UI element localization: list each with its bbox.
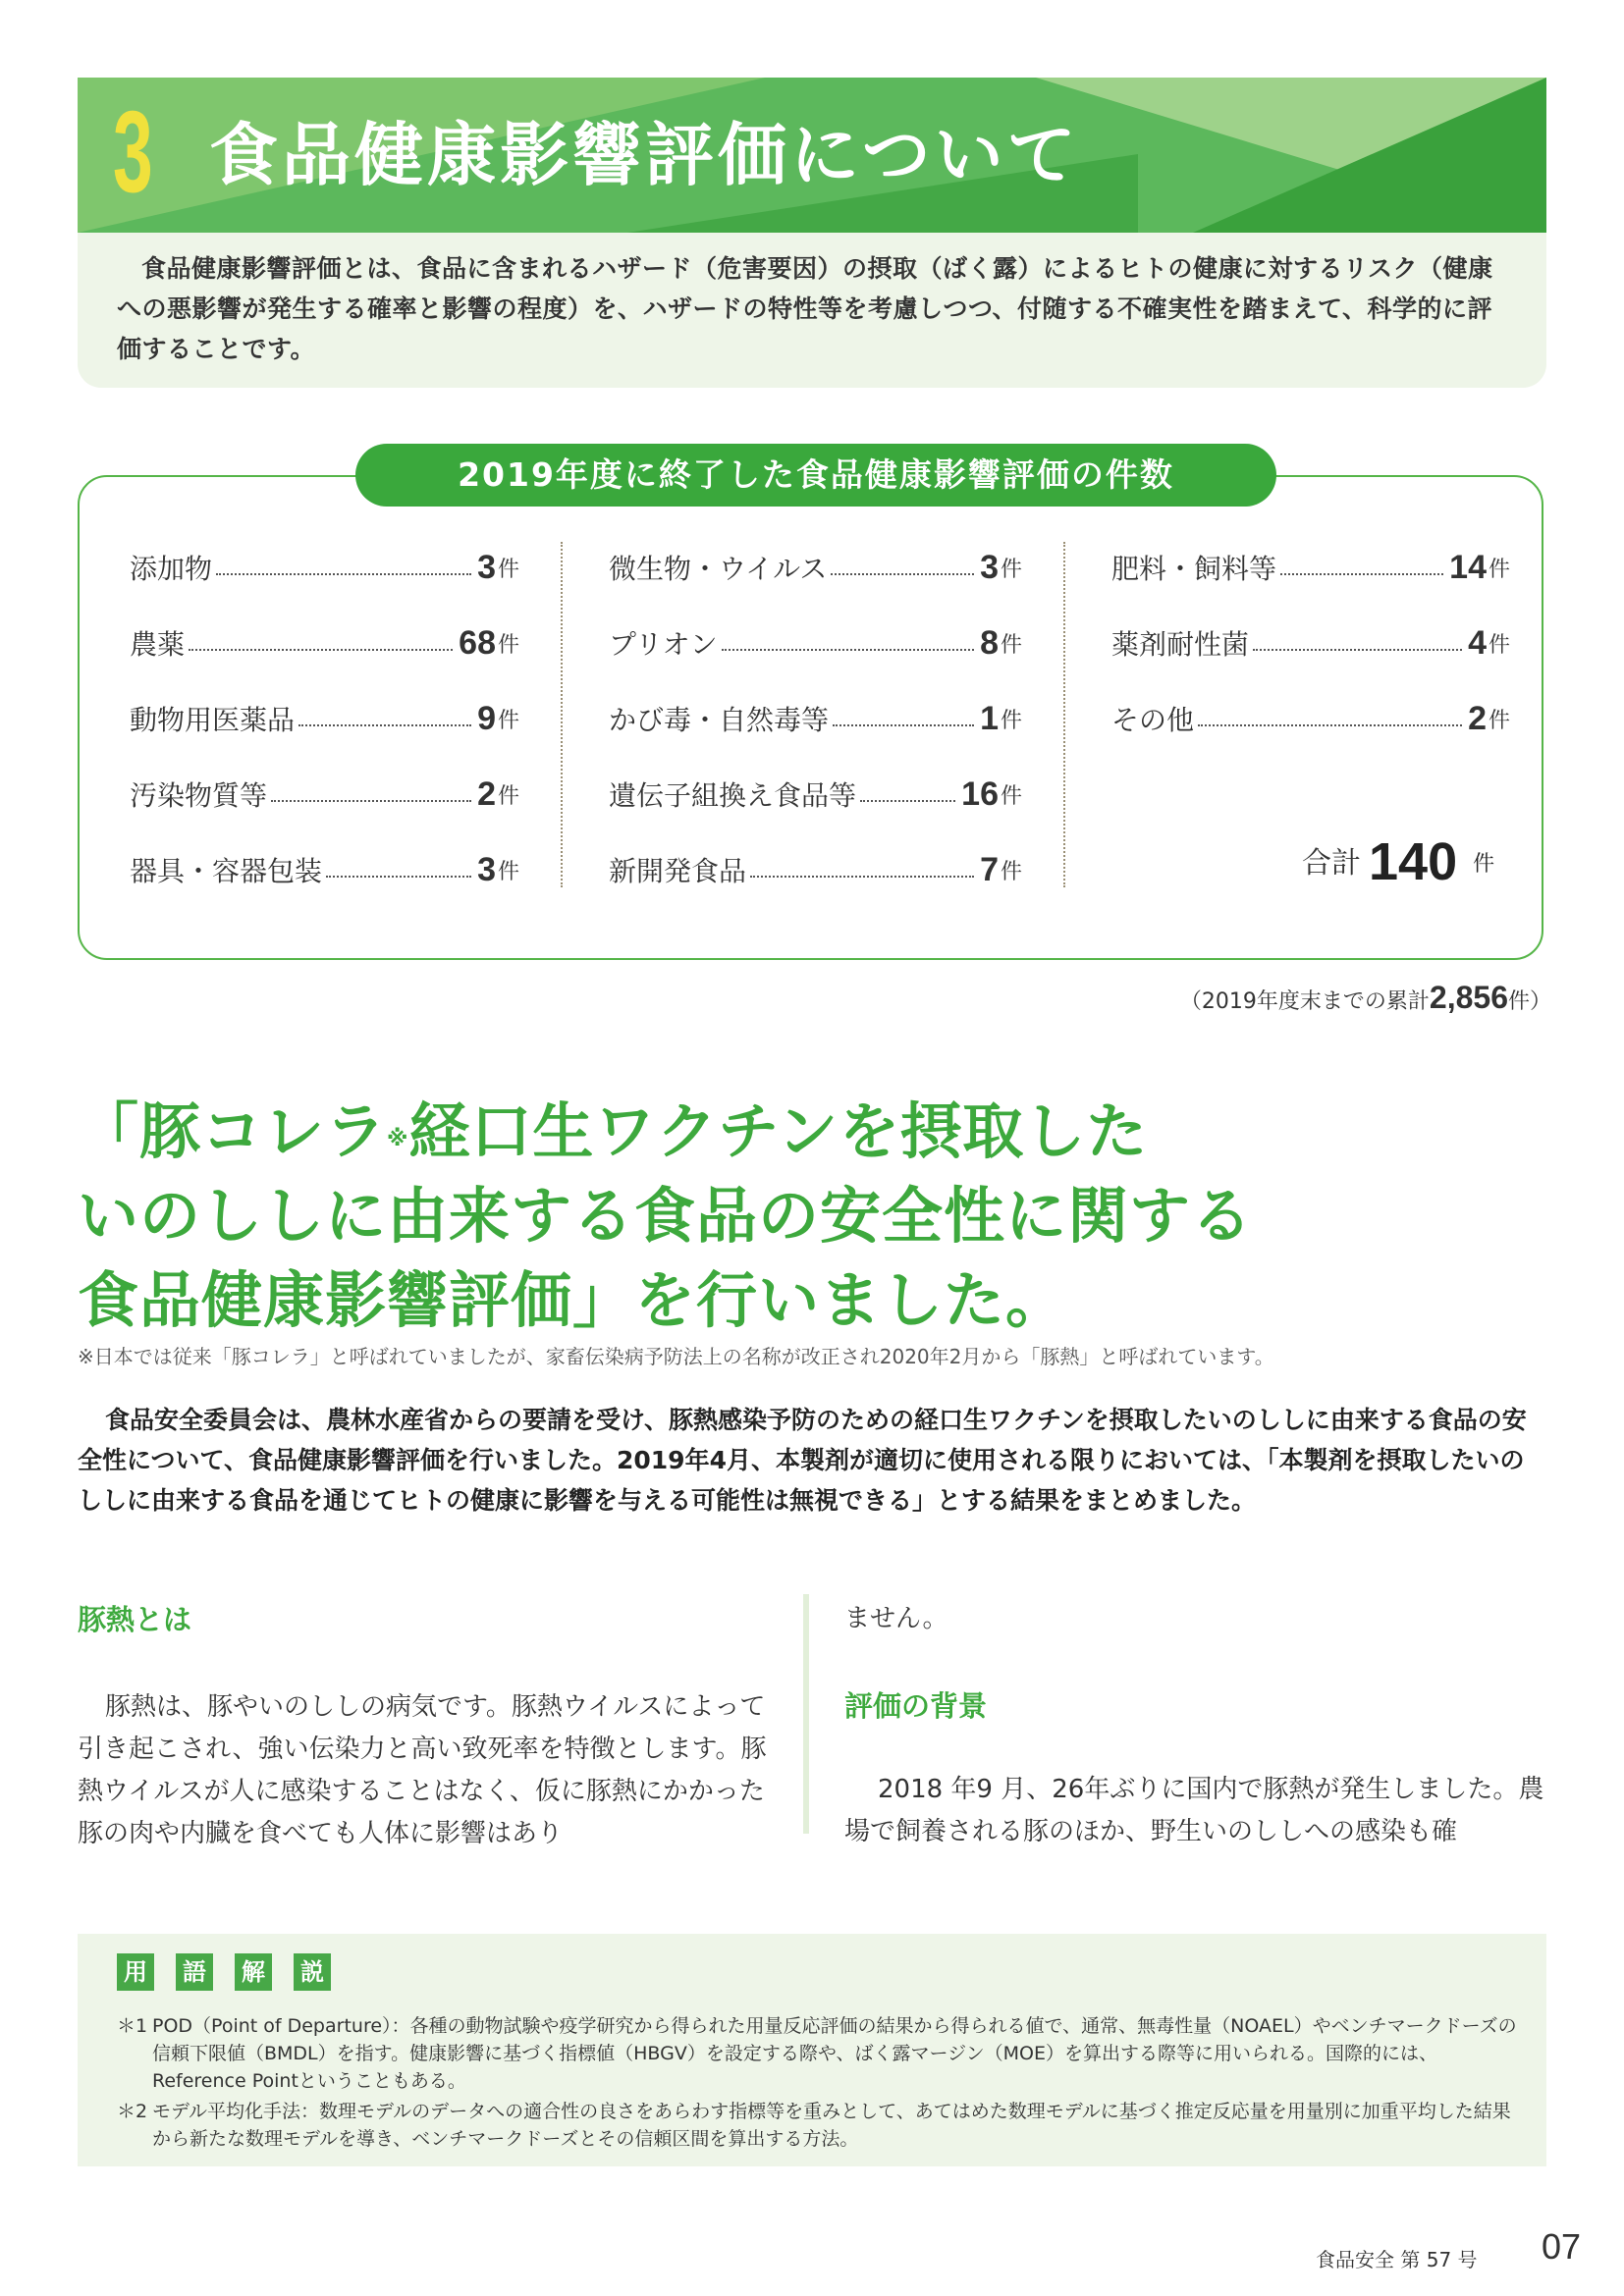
count-value: 3 xyxy=(980,549,999,586)
count-label: 添加物 xyxy=(130,553,213,585)
column-divider xyxy=(561,542,563,887)
paragraph-background: 2018 年9 月、26年ぶりに国内で豚熱が発生しました。農場で飼養される豚のほか、野生いのししへの感染も確 xyxy=(844,1775,1544,1846)
intro-text: 食品健康影響評価とは、食品に含まれるハザード（危害要因）の摂取（ばく露）によるヒトの健康に対するリスク（健康への悪影響が発生する確率と影響の程度）を、ハザードの特性等を考慮しつつ、付随する不確実性を踏まえて、科学的に評価することです。 xyxy=(117,254,1493,363)
subheading-tonnetsu: 豚熱とは xyxy=(78,1603,192,1636)
cumulative-value: 2,856 xyxy=(1429,980,1508,1015)
column-rule xyxy=(803,1594,809,1834)
count-label: 薬剤耐性菌 xyxy=(1111,628,1250,661)
glossary-item: ＊1 POD（Point of Departure）：各種の動物試験や疫学研究から得られた用量反応評価の結果から得られる値で、通常、無毒性量（NOAEL）やベンチマークドーズの信頼下限値（BMDL）を指す。健康影響に基づく指標値（HBGV）を設定する際や、ばく露マージン（MOE）を算出する際等に用いられる。国際的には、Reference Pointということもある。 xyxy=(117,2015,1517,2092)
count-row: 新開発食品 7 件 xyxy=(609,851,1022,888)
count-value: 7 xyxy=(980,851,999,888)
paragraph-tonnetsu: 豚熱は、豚やいのししの病気です。豚熱ウイルスによって引き起こされ、強い伝染力と高い致死率を特徴とします。豚熱ウイルスが人に感染することはなく、仮に豚熱にかかった豚の肉や内臓を食べても人体に影響はあり xyxy=(78,1692,767,1848)
count-label: 器具・容器包装 xyxy=(130,855,323,887)
count-label: 汚染物質等 xyxy=(130,779,268,812)
count-value: 3 xyxy=(477,851,496,888)
count-row: 添加物 3 件 xyxy=(130,549,519,586)
count-row: 農薬 68 件 xyxy=(130,624,519,662)
count-value: 16 xyxy=(961,775,999,813)
lead-paragraph: 食品安全委員会は、農林水産省からの要請を受け、豚熱感染予防のための経口生ワクチンを摂取したいのししに由来する食品の安全性について、食品健康影響評価を行いました。2019年4月、本製剤が適切に使用される限りにおいては、「本製剤を摂取したいのししに由来する食品を通じてヒトの健康に影響を与える可能性は無視できる」とする結果をまとめました。 xyxy=(78,1406,1527,1515)
count-label: その他 xyxy=(1111,704,1195,736)
count-row: 薬剤耐性菌 4 件 xyxy=(1111,624,1510,662)
count-value: 2 xyxy=(1468,700,1487,737)
count-row: かび毒・自然毒等 1 件 xyxy=(609,700,1022,737)
count-row: 動物用医薬品 9 件 xyxy=(130,700,519,737)
count-label: 動物用医薬品 xyxy=(130,704,296,736)
section-header-banner xyxy=(78,78,1546,233)
count-row: 器具・容器包装 3 件 xyxy=(130,851,519,888)
count-row: 遺伝子組換え食品等 16 件 xyxy=(609,775,1022,813)
glossary-char: 語 xyxy=(176,1953,213,1991)
subheading-background: 評価の背景 xyxy=(844,1689,988,1723)
count-value: 4 xyxy=(1468,624,1487,662)
count-row: 肥料・飼料等 14 件 xyxy=(1111,549,1510,586)
count-label: 微生物・ウイルス xyxy=(609,553,828,585)
count-label: プリオン xyxy=(609,628,718,661)
count-row: 汚染物質等 2 件 xyxy=(130,775,519,813)
counts-title: 2019年度に終了した食品健康影響評価の件数 xyxy=(355,444,1276,507)
count-label: 肥料・飼料等 xyxy=(1111,553,1277,585)
count-value: 2 xyxy=(477,775,496,813)
intro-box xyxy=(78,233,1546,388)
count-row: 微生物・ウイルス 3 件 xyxy=(609,549,1022,586)
magazine-issue: 食品安全 第 57 号 xyxy=(1316,2248,1478,2271)
total-count xyxy=(1302,830,1508,889)
glossary-box xyxy=(78,1934,1546,2166)
footnote-mark: ※ xyxy=(387,1127,409,1151)
glossary-char: 解 xyxy=(235,1953,272,1991)
count-value: 14 xyxy=(1449,549,1487,586)
total-value: 140 xyxy=(1369,832,1458,891)
count-label: 新開発食品 xyxy=(609,855,747,887)
count-label: 農薬 xyxy=(130,628,186,661)
count-value: 68 xyxy=(459,624,496,662)
count-value: 1 xyxy=(980,700,999,737)
glossary-item: ＊2 モデル平均化手法：数理モデルのデータへの適合性の良さをあらわす指標等を重みとして、あてはめた数理モデルに基づく推定反応量を用量別に加重平均した結果から新たな数理モデルを導き、ベンチマークドーズとその信頼区間を算出する方法。 xyxy=(117,2101,1511,2150)
count-row: プリオン 8 件 xyxy=(609,624,1022,662)
glossary-char: 説 xyxy=(294,1953,331,1991)
column-divider xyxy=(1063,542,1065,887)
count-value: 8 xyxy=(980,624,999,662)
count-value: 3 xyxy=(477,549,496,586)
section-number: 3 xyxy=(113,87,153,217)
count-value: 9 xyxy=(477,700,496,737)
total-label: 合計 xyxy=(1302,846,1361,881)
paragraph-continued: ません。 xyxy=(844,1604,948,1633)
headline-note: ※日本では従来「豚コレラ」と呼ばれていましたが、家畜伝染病予防法上の名称が改正され2020年2月から「豚熱」と呼ばれています。 xyxy=(78,1345,1274,1368)
glossary-char: 用 xyxy=(117,1953,154,1991)
count-label: 遺伝子組換え食品等 xyxy=(609,779,857,812)
count-label: かび毒・自然毒等 xyxy=(609,704,830,736)
count-row: その他 2 件 xyxy=(1111,700,1510,737)
section-title: 食品健康影響評価について xyxy=(209,115,1080,195)
article-headline: 「豚コレラ※経口生ワクチンを摂取した いのししに由来する食品の安全性に関する 食品健康影響評価」を行いました。 xyxy=(78,1095,1254,1336)
total-unit: 件 xyxy=(1473,852,1495,877)
page-number: 07 xyxy=(1542,2226,1582,2267)
cumulative-count: （2019年度末までの累計2,856件） xyxy=(1179,980,1551,1015)
